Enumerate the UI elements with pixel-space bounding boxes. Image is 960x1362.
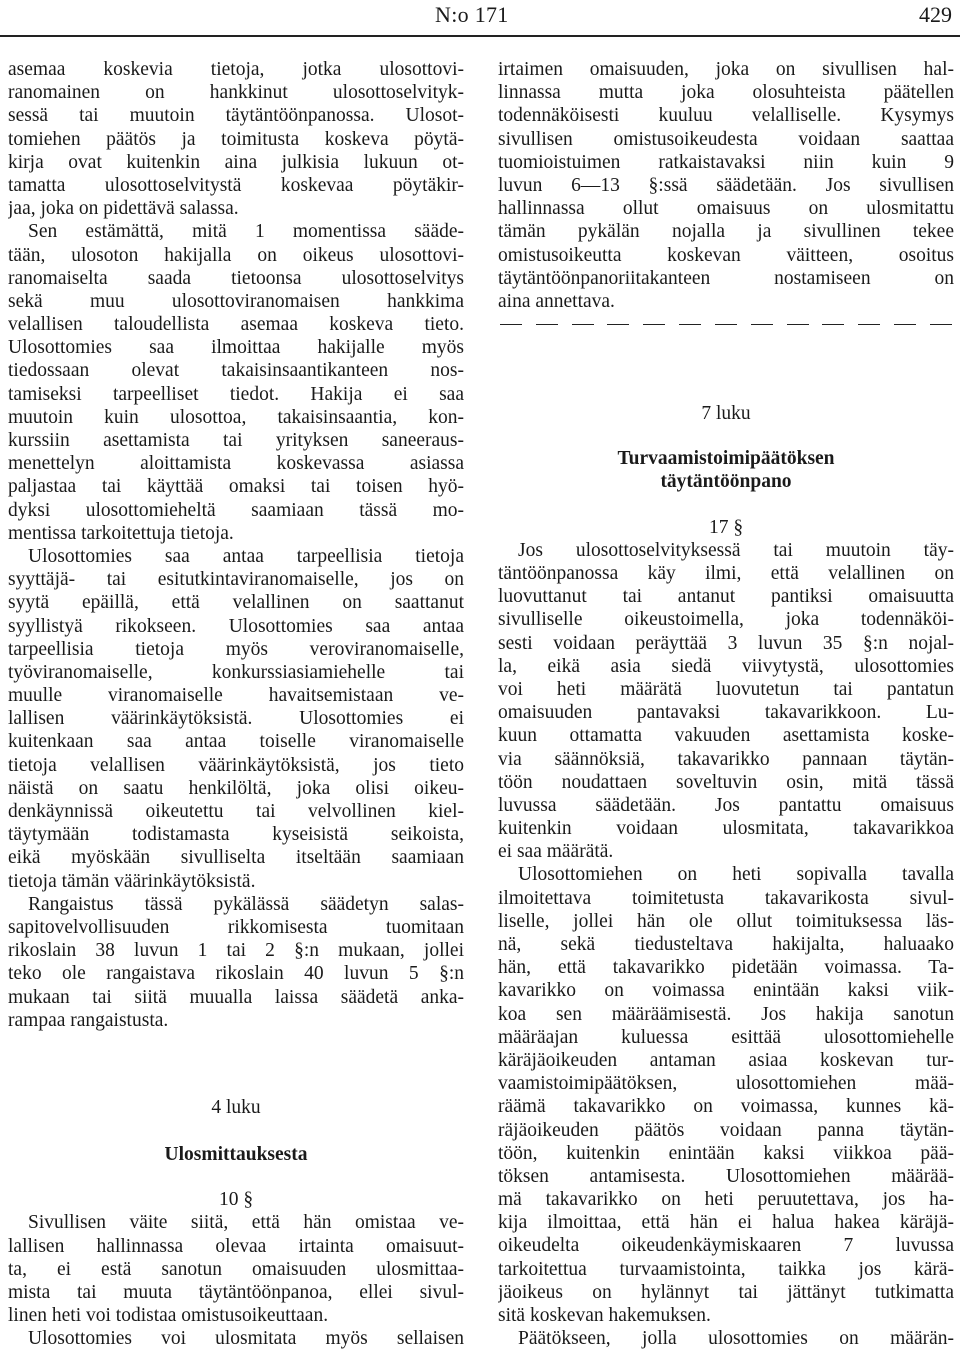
text-line: rikoslain 38 luvun 1 tai 2 §:n mukaan, jollei bbox=[8, 940, 464, 962]
text-line: näistä on saatu henkilöltä, joka olisi oikeu- bbox=[8, 777, 464, 799]
text-line: täntöönpanossa käy ilmi, että velallinen on bbox=[498, 563, 954, 584]
spacer bbox=[498, 494, 954, 516]
dash-mark bbox=[894, 324, 916, 326]
text-line: la, eikä asia siedä viivytystä, ulosottomies bbox=[498, 655, 954, 677]
spacer bbox=[498, 425, 954, 447]
text-line: omistusoikeutta koskevan väitteen, osoitus bbox=[498, 244, 954, 266]
text-line: ei saa määrätä. bbox=[498, 841, 614, 863]
text-line: sesti voidaan peräyttää 3 luvun 35 §:n nojal- bbox=[498, 632, 954, 654]
text-line: jaa, joka on pidettävä salassa. bbox=[8, 198, 239, 220]
dash-mark bbox=[607, 324, 629, 326]
text-line: Turvaamistoimipäätöksen bbox=[617, 448, 835, 470]
section-number: 10 § bbox=[218, 1189, 254, 1211]
text-line: luvun 6—13 §:ssä säädetään. Jos sivullisen bbox=[498, 174, 954, 196]
text-line: kavarikko on voimassa enintään kaksi viik- bbox=[498, 980, 954, 1002]
text-line: Ulosottomiehen on heti sopivalla tavalla bbox=[518, 864, 954, 886]
text-line: työviranomaiselle, konkurssiasiamiehelle tai bbox=[8, 661, 464, 683]
text-line: Sivullisen väite siitä, että hän omistaa ve- bbox=[28, 1212, 464, 1234]
text-line: sivulliselle oikeustoimella, joka todennäköi- bbox=[498, 609, 954, 631]
text-line: sitä koskevan hakemuksen. bbox=[498, 1305, 711, 1326]
text-line: nä, sekä tiedusteltava hakijalta, haluaako bbox=[498, 934, 954, 955]
text-line: irtaimen omaisuuden, joka on sivullisen hal- bbox=[498, 59, 954, 80]
right-paragraph-block-2 bbox=[498, 539, 954, 864]
text-line: dyksi ulosottomieheltä saamiaan tässä mo- bbox=[8, 499, 464, 521]
text-line: muutoin kuin ulosottoa, takaisinsaantia, kon- bbox=[8, 406, 464, 428]
text-line: jäoikeus on hylännyt tai jättänyt tutkimatta bbox=[498, 1281, 954, 1303]
chapter-title: Ulosmittauksesta bbox=[164, 1144, 308, 1166]
left-paragraph-block-2 bbox=[8, 1211, 464, 1350]
text-line: eikä myöskään sivulliselta itseltään saamiaan bbox=[8, 847, 464, 869]
text-line: räämä takavarikko on voimassa, kunnes kä- bbox=[498, 1096, 954, 1118]
text-line: tietoja velallisen väärinkäytöksistä, jos tieto bbox=[8, 754, 464, 776]
text-line: asemaa koskevia tietoja, jotka ulosottovi- bbox=[8, 59, 464, 80]
issue-number: N:o 171 bbox=[435, 2, 509, 27]
text-line: liselle, jollei hän ole ollut toimituksessa läs- bbox=[498, 910, 954, 932]
text-line: luovuttanut tai antanut pantiksi omaisuutta bbox=[498, 586, 954, 608]
text-line: vaamistoimipäätöksen, ulosottomiehen mää- bbox=[498, 1073, 954, 1095]
text-line: kuitenkin voidaan ulosmitata, takavarikkoa bbox=[498, 818, 954, 840]
text-line: linnassa mutta joka olosuhteista päätellen bbox=[498, 82, 954, 104]
text-line: rampaa rangaistusta. bbox=[8, 1009, 169, 1031]
text-line: paljastaa tai käyttää omaksi tai toisen hyö- bbox=[8, 476, 464, 498]
text-line: ranomaiselta saada tietoonsa ulosottoselvitys bbox=[8, 267, 464, 289]
text-line: velallisen taloudellista asemaa koskeva tieto. bbox=[8, 314, 464, 336]
text-line: Ulosottomies saa antaa tarpeellisia tietoja bbox=[28, 545, 464, 567]
right-column bbox=[498, 58, 954, 1350]
page-number: 429 bbox=[919, 2, 952, 27]
dash-mark bbox=[500, 324, 522, 326]
text-line: oikeudelta oikeudenkäymiskaaren 7 luvussa bbox=[498, 1235, 954, 1257]
dash-mark bbox=[715, 324, 737, 326]
text-line: mukaan tai siitä muualla laissa säädetä anka- bbox=[8, 986, 464, 1008]
text-line: hän, että takavarikko pidetään voimassa. Ta- bbox=[498, 957, 954, 979]
text-line: tietoja tämän väärinkäytöksistä. bbox=[8, 870, 256, 892]
text-line: tämän pykälän nojalla ja sivullinen tekee bbox=[498, 221, 954, 243]
text-line: denkäynnissä oikeutettu tai velvollinen kiel- bbox=[8, 801, 464, 822]
text-line: räjäoikeuden päätös voidaan panna täytän- bbox=[498, 1119, 954, 1141]
text-line: syytä epäillä, että velallinen on saattanut bbox=[8, 592, 464, 614]
text-line: Ulosottomies voi ulosmitata myös sellaisen bbox=[28, 1328, 464, 1350]
text-line: mista tai muuta täytäntöönpanoa, ellei sivul- bbox=[8, 1282, 464, 1303]
chapter-title bbox=[498, 447, 954, 493]
text-line: tamatta ulosottoselvitystä koskevaa pöytäkir- bbox=[8, 174, 464, 196]
text-line: kija ilmoittaa, että hän ei halua hakea käräjä- bbox=[498, 1212, 954, 1234]
chapter-number: 4 luku bbox=[211, 1096, 261, 1118]
dash-mark bbox=[679, 324, 701, 326]
dash-mark bbox=[930, 324, 952, 326]
text-line: sekä muu ulosottoviranomaisen hankkima bbox=[8, 290, 464, 312]
text-line: via säännöksiä, takavarikko pannaan täytän- bbox=[498, 748, 954, 770]
text-line: teko ole rangaistava rikoslain 40 luvun 5 §:n bbox=[8, 963, 464, 985]
text-line: linen heti voi todistaa omistusoikeuttaan. bbox=[8, 1305, 329, 1327]
text-line: ta, ei estä sanotun omaisuuden ulosmittaa- bbox=[8, 1258, 464, 1280]
text-line: koa sen määräämisestä. Jos hakija sanotun bbox=[498, 1003, 954, 1025]
text-line: luvussa säädetään. Jos pantattu omaisuus bbox=[498, 794, 954, 816]
text-line: kuun ottamatta vakuuden asettamista koske- bbox=[498, 725, 954, 747]
text-line: tamiseksi tarpeelliset tiedot. Hakija ei saa bbox=[8, 383, 464, 405]
text-line: määräajan kuluessa esittää ulosottomiehelle bbox=[498, 1026, 954, 1048]
spacer bbox=[8, 1119, 464, 1143]
text-line: omaisuuden pantavaksi takavarikkoon. Lu- bbox=[498, 702, 954, 724]
dash-mark bbox=[822, 324, 844, 326]
left-paragraph-block-1 bbox=[8, 58, 464, 1032]
chapter-number: 7 luku bbox=[701, 403, 751, 425]
text-line: Jos ulosottoselvityksessä tai muutoin täy- bbox=[518, 539, 954, 561]
text-line: Ulosottomies saa ilmoittaa hakijalle myös bbox=[8, 337, 464, 359]
separator-dashes bbox=[500, 313, 952, 336]
text-line: lallisen hallinnassa olevaa irtainta omaisuut- bbox=[8, 1235, 464, 1257]
text-line: syyllistyä rikokseen. Ulosottomies saa antaa bbox=[8, 615, 464, 637]
text-line: aina annettava. bbox=[498, 290, 615, 312]
text-line: kirja ovat kuitenkin aina julkisia lukuun ot- bbox=[8, 151, 464, 173]
text-line: täytymään todistamasta kyseisistä seikoista, bbox=[8, 824, 464, 846]
text-line: sapitovelvollisuuden rikkomisesta tuomitaan bbox=[8, 916, 464, 938]
text-line: mentissa tarkoitettuja tietoja. bbox=[8, 522, 234, 544]
text-line: käräjäoikeuden antaman asiaa koskevan tur- bbox=[498, 1049, 954, 1071]
text-line: lallisen väärinkäytöksistä. Ulosottomies ei bbox=[8, 708, 464, 730]
text-line: tomiehen päätös ja toimitusta koskeva pöytä- bbox=[8, 128, 464, 150]
text-line: täytäntöönpanoriitakanteen nostamiseen on bbox=[498, 267, 954, 289]
dash-mark bbox=[572, 324, 594, 326]
text-line: töön, kuitenkin enintään kaksi viikkoa pää- bbox=[498, 1142, 954, 1164]
text-line: ranomainen on hankkinut ulosottoselvityk- bbox=[8, 82, 464, 104]
text-line: kurssiin asettamista tai yrityksen saneeraus- bbox=[8, 430, 464, 451]
dash-mark bbox=[858, 324, 880, 326]
dash-mark bbox=[751, 324, 773, 326]
text-line: todennäköisesti kuuluu velalliselle. Kysymys bbox=[498, 105, 954, 127]
text-line: kuitenkaan saa antaa toiselle viranomaiselle bbox=[8, 731, 464, 753]
text-line: tarkoitettua turvaamistointa, taikka jos kärä- bbox=[498, 1258, 954, 1280]
text-line: Rangaistus tässä pykälässä säädetyn salas- bbox=[28, 893, 464, 915]
text-line: hallinnassa ollut omaisuus on ulosmitattu bbox=[498, 198, 954, 220]
dash-mark bbox=[536, 324, 558, 326]
spacer bbox=[498, 336, 954, 402]
text-line: syyttäjä- tai esitutkintaviranomaiselle, jos on bbox=[8, 569, 464, 591]
text-line: voi heti määrätä luovutetun tai pantatun bbox=[498, 678, 954, 700]
dash-mark bbox=[643, 324, 665, 326]
page-header bbox=[0, 0, 960, 34]
spacer bbox=[8, 1166, 464, 1188]
text-line: sivullisen omistusoikeudesta voidaan saattaa bbox=[498, 128, 954, 150]
text-line: ilmoitettava toimitetusta takavarikosta sivul- bbox=[498, 887, 954, 909]
right-paragraph-block-3 bbox=[498, 863, 954, 1350]
spacer bbox=[8, 1032, 464, 1096]
text-line: töksen antamisesta. Ulosottomiehen määrää- bbox=[498, 1165, 954, 1187]
text-line: täytäntöönpano bbox=[660, 471, 792, 493]
text-line: mä takavarikko on heti peruutettava, jos ha- bbox=[498, 1189, 954, 1211]
text-line: Päätökseen, jolla ulosottomies on määrän- bbox=[518, 1328, 954, 1350]
text-line: sessä tai muutoin täytäntöönpanossa. Ulosot- bbox=[8, 105, 464, 127]
left-column bbox=[8, 58, 464, 1351]
section-number: 17 § bbox=[708, 516, 744, 538]
dash-mark bbox=[787, 324, 809, 326]
right-paragraph-block-1 bbox=[498, 58, 954, 313]
text-line: tään, ulosoton hakijalla on oikeus ulosottovi- bbox=[8, 244, 464, 266]
text-line: Sen estämättä, mitä 1 momentissa sääde- bbox=[28, 221, 464, 243]
text-line: menettelyn aloittamista koskevassa asiassa bbox=[8, 453, 464, 475]
header-rule bbox=[0, 35, 960, 37]
text-line: tuomioistuimen ratkaistavaksi niin kuin 9 bbox=[498, 151, 954, 173]
text-line: tiedossaan olevat takaisinsaantikanteen nos- bbox=[8, 360, 464, 382]
text-line: töön noudattaen soveltuvin osin, mitä tässä bbox=[498, 771, 954, 793]
text-line: tarpeellisia tietoja myös veroviranomaiselle, bbox=[8, 638, 464, 660]
text-line: muulle viranomaiselle havaitsemistaan ve- bbox=[8, 685, 464, 707]
